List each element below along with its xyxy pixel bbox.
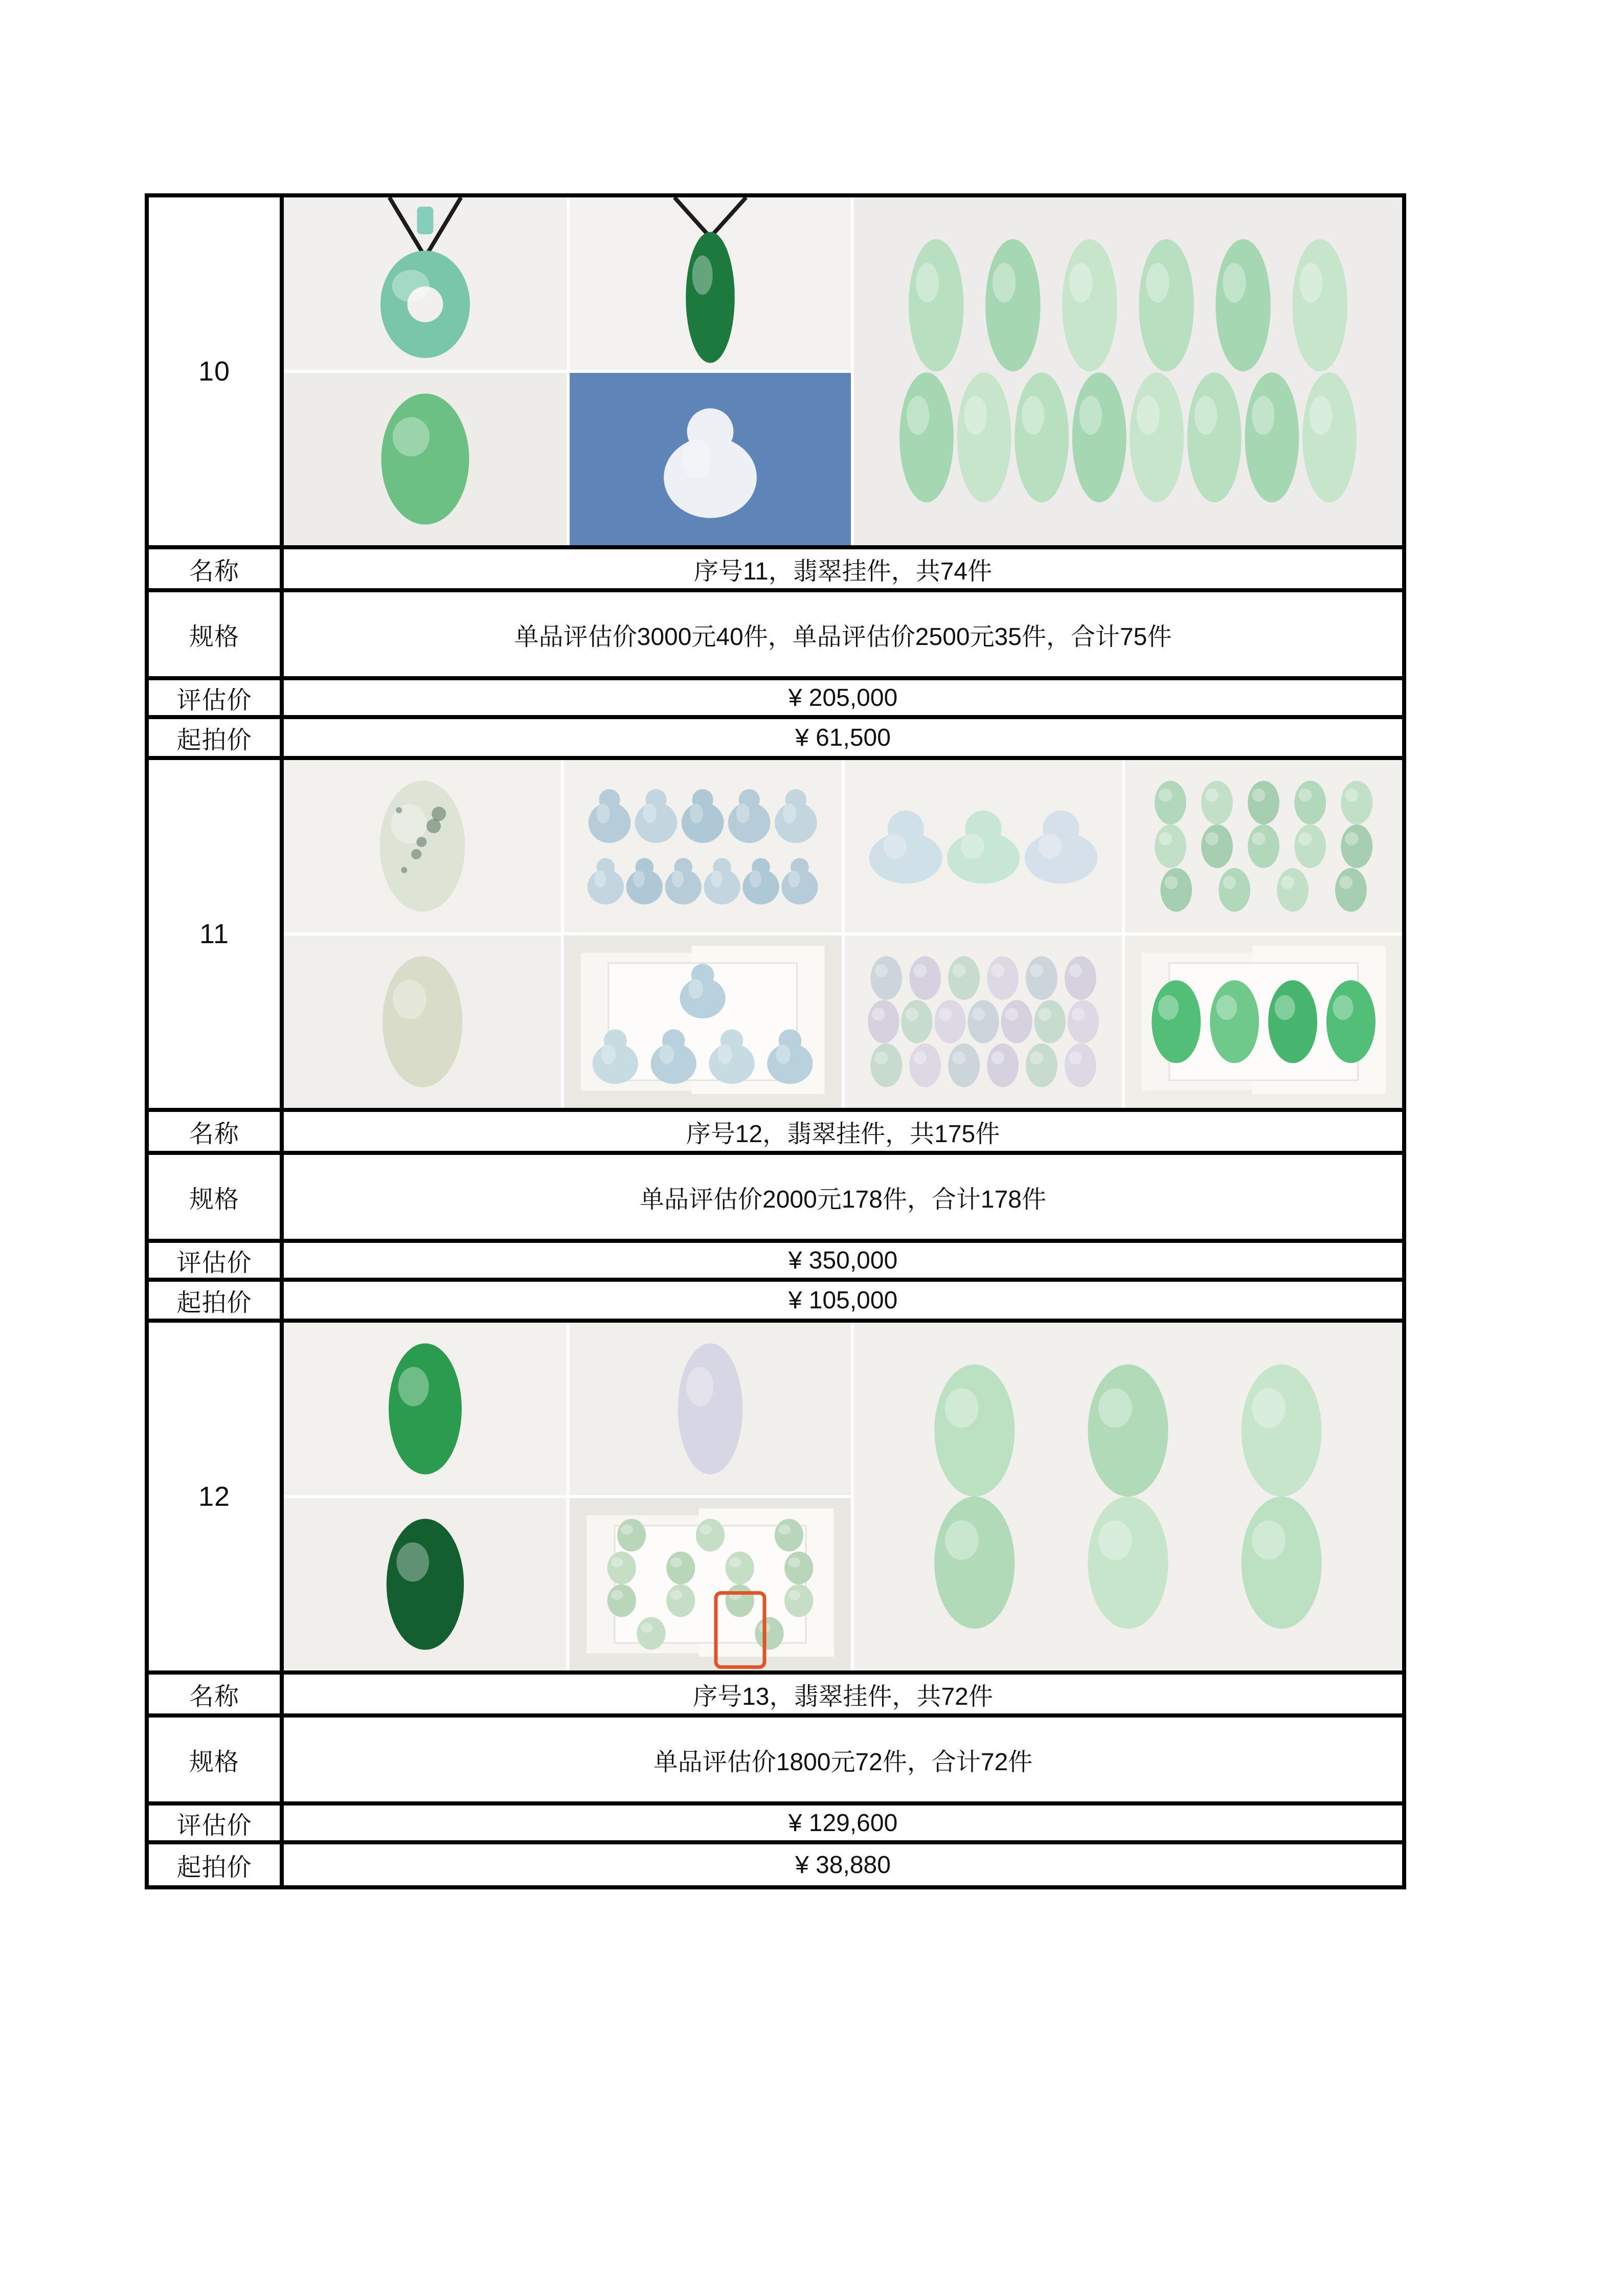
item-appraisal-price: ¥ 350,000 [788,1246,898,1274]
celadon-pendant-photo [284,760,561,932]
spec-label: 规格 [149,1155,284,1239]
start-price-row [149,1282,1402,1323]
row-number-cell [149,1323,284,1670]
boxed-green-pendants-photo-graphic [1125,935,1402,1108]
photos-row [149,760,1402,1112]
celadon-pendant-photo-graphic [284,760,561,932]
appraisal-row [149,1243,1402,1282]
white-buddha-pendant-photo-graphic [570,373,851,545]
start-price-label: 起拍价 [149,719,284,756]
white-buddha-pendant-photo [570,373,851,545]
pendant-group-photo-graphic [854,197,1402,545]
row-number: 11 [199,919,230,949]
item-spec: 单品评估价3000元40件，单品评估价2500元35件，合计75件 [514,623,1172,651]
green-pepper-pendant-photo-graphic [570,197,851,370]
name-label: 名称 [149,1675,284,1713]
green-pendant-group-photo [1125,760,1402,932]
oval-pendant-group-photo-graphic [845,935,1122,1108]
photos-cell [284,760,1402,1108]
envelope-pendants-photo-graphic [570,1498,851,1670]
appraisal-label: 评估价 [149,680,284,715]
item-block-lot-11 [149,760,1402,1323]
appraisal-label: 评估价 [149,1805,284,1840]
bright-green-pendant-photo [284,1323,567,1495]
row-number: 12 [198,1481,231,1512]
item-block-lot-10 [149,197,1402,760]
row-number-cell [149,197,284,545]
green-peach-pendant-photo [284,373,567,545]
name-row [149,1112,1402,1155]
boxed-green-pendants-photo [1125,935,1402,1108]
lavender-pendant-photo [570,1323,851,1495]
photos-cell [284,1323,1402,1670]
item-start-price: ¥ 105,000 [788,1286,898,1314]
item-appraisal-price: ¥ 205,000 [788,684,898,711]
item-appraisal-price: ¥ 129,600 [788,1809,898,1837]
item-name: 序号11，翡翠挂件，共74件 [693,558,993,585]
item-start-price: ¥ 38,880 [795,1851,891,1879]
necklace-donut-pendant-photo-graphic [284,197,567,370]
pale-green-pendant-photo [284,935,561,1108]
spec-label: 规格 [149,592,284,676]
item-spec: 单品评估价2000元178件，合计178件 [640,1186,1046,1213]
appraisal-row [149,680,1402,719]
lavender-pendant-photo-graphic [570,1323,851,1495]
appraisal-row [149,1805,1402,1844]
item-start-price: ¥ 61,500 [795,724,891,751]
bright-green-pendant-photo-graphic [284,1323,567,1495]
item-name: 序号13，翡翠挂件，共72件 [693,1683,993,1710]
spec-label: 规格 [149,1718,284,1801]
dark-green-pendant-photo [284,1498,567,1670]
start-price-row [149,719,1402,760]
spec-row [149,1718,1402,1805]
boxed-buddha-pendants-photo-graphic [564,935,841,1108]
pale-green-pendant-photo-graphic [284,935,561,1108]
six-pendant-group-photo [854,1323,1402,1670]
photos-cell [284,197,1402,545]
start-price-row [149,1844,1402,1885]
boxed-buddha-pendants-photo [564,935,841,1108]
necklace-donut-pendant-photo [284,197,567,370]
row-number: 10 [198,356,231,387]
oval-pendant-group-photo [845,935,1122,1108]
start-price-label: 起拍价 [149,1844,284,1885]
buddha-cluster-photo-graphic [564,760,841,932]
green-peach-pendant-photo-graphic [284,373,567,545]
name-label: 名称 [149,1112,284,1151]
envelope-pendants-photo [570,1498,851,1670]
row-number-cell [149,760,284,1108]
buddha-cluster-photo [564,760,841,932]
photos-grid [284,1323,1402,1670]
name-row [149,549,1402,592]
six-pendant-group-photo-graphic [854,1323,1402,1670]
item-spec: 单品评估价1800元72件，合计72件 [653,1748,1033,1776]
name-label: 名称 [149,549,284,588]
photos-grid [284,760,1402,1108]
item-block-lot-12 [149,1323,1402,1885]
spec-row [149,592,1402,680]
auction-lots-table [145,193,1406,1889]
green-pepper-pendant-photo [570,197,851,370]
appraisal-label: 评估价 [149,1243,284,1278]
start-price-label: 起拍价 [149,1282,284,1319]
name-row [149,1675,1402,1718]
buddha-trio-photo [845,760,1122,932]
photos-grid [284,197,1402,545]
photos-row [149,197,1402,549]
item-name: 序号12，翡翠挂件，共175件 [686,1120,1000,1148]
photos-row [149,1323,1402,1675]
spec-row [149,1155,1402,1243]
pendant-group-photo [854,197,1402,545]
dark-green-pendant-photo-graphic [284,1498,567,1670]
green-pendant-group-photo-graphic [1125,760,1402,932]
buddha-trio-photo-graphic [845,760,1122,932]
